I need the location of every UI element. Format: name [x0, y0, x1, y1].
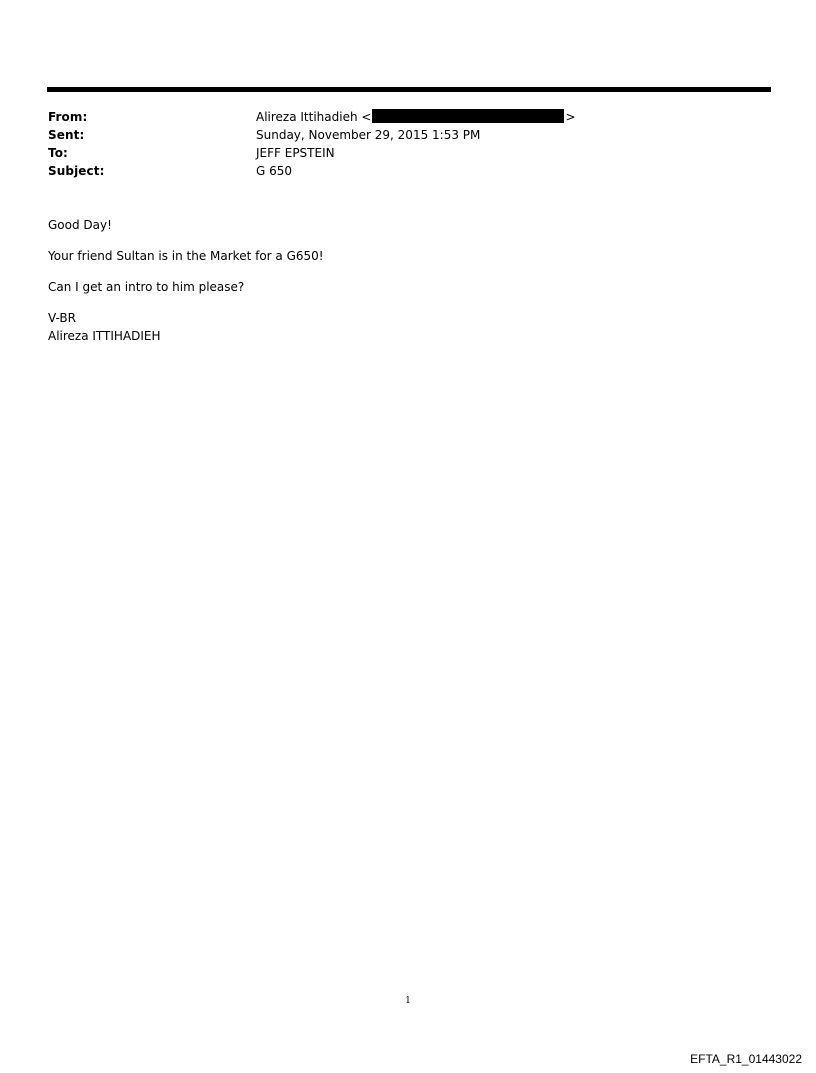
sent-label: Sent:	[48, 128, 85, 142]
from-close: >	[565, 110, 576, 124]
from-row	[48, 108, 748, 126]
subject-label: Subject:	[48, 164, 105, 178]
header-divider	[47, 87, 771, 92]
sent-value: Sunday, November 29, 2015 1:53 PM	[256, 128, 481, 142]
document-id: EFTA_R1_01443022	[690, 1052, 802, 1066]
subject-value: G 650	[256, 164, 293, 178]
page-number: 1	[405, 996, 411, 1006]
from-label: From:	[48, 110, 88, 124]
body-line-1: Your friend Sultan is in the Market for a G650!	[48, 249, 324, 263]
email-body	[48, 216, 748, 345]
greeting: Good Day!	[48, 218, 112, 232]
to-row	[48, 144, 748, 162]
signoff: V-BR	[48, 311, 76, 325]
sent-row	[48, 126, 748, 144]
redaction-box	[372, 109, 564, 123]
to-value: JEFF EPSTEIN	[256, 146, 335, 160]
from-value	[256, 108, 576, 126]
subject-row	[48, 162, 748, 180]
to-label: To:	[48, 146, 68, 160]
from-name: Alireza Ittihadieh <	[256, 110, 372, 124]
email-header	[48, 108, 748, 180]
body-line-2: Can I get an intro to him please?	[48, 280, 245, 294]
signature: Alireza ITTIHADIEH	[48, 329, 161, 343]
